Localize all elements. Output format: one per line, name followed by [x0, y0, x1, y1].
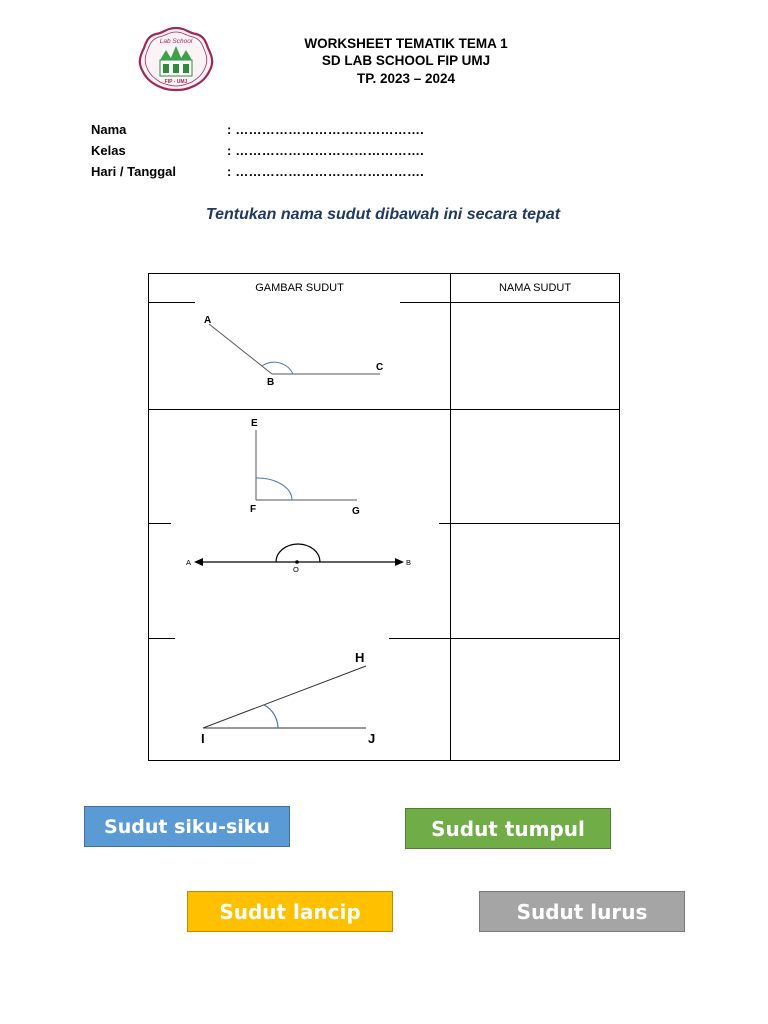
obtuse-angle-figure	[204, 315, 383, 388]
point-label: C	[376, 362, 384, 373]
point-label: G	[352, 506, 360, 517]
date-label: Hari / Tanggal	[91, 164, 176, 179]
point-label: A	[186, 558, 192, 567]
point-label: B	[406, 558, 412, 567]
logo-subtext: FIP - UMJ	[164, 79, 188, 85]
acute-angle-figure	[201, 650, 375, 746]
point-label: J	[368, 731, 376, 746]
instruction-text: Tentukan nama sudut dibawah ini secara tepat	[205, 206, 561, 223]
point-label: O	[293, 565, 299, 574]
option-obtuse-angle[interactable]: Sudut tumpul	[405, 808, 611, 849]
point-label: B	[267, 377, 275, 388]
point-label: F	[250, 504, 257, 515]
option-acute-angle[interactable]: Sudut lancip	[187, 891, 393, 932]
point-label: E	[251, 418, 258, 429]
school-year: TP. 2023 – 2024	[356, 71, 456, 86]
class-field[interactable]: : …………………………………….	[227, 143, 424, 158]
header-angle-name: NAMA SUDUT	[498, 282, 572, 294]
logo-text: Lab School	[159, 38, 193, 45]
point-label: H	[355, 650, 365, 665]
header-angle-picture: GAMBAR SUDUT	[255, 282, 344, 294]
school-name: SD LAB SCHOOL FIP UMJ	[321, 53, 491, 68]
option-straight-angle[interactable]: Sudut lurus	[479, 891, 685, 932]
name-field[interactable]: : …………………………………….	[227, 122, 424, 137]
straight-angle-figure	[186, 544, 411, 574]
class-label: Kelas	[91, 143, 126, 158]
right-angle-figure	[250, 418, 360, 517]
point-label: I	[201, 731, 205, 746]
option-right-angle[interactable]: Sudut siku-siku	[84, 806, 290, 847]
point-label: A	[204, 315, 212, 326]
name-label: Nama	[91, 122, 127, 137]
date-field[interactable]: : …………………………………….	[227, 164, 424, 179]
worksheet-title: WORKSHEET TEMATIK TEMA 1	[304, 36, 508, 51]
